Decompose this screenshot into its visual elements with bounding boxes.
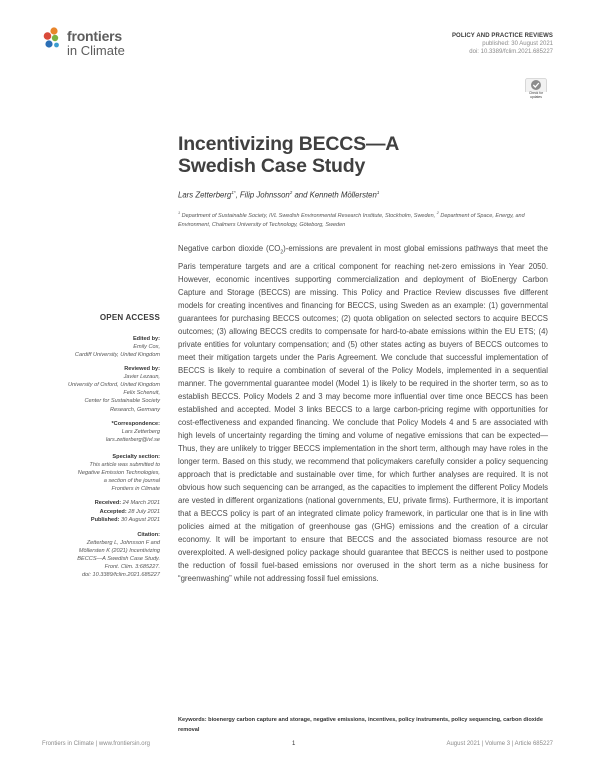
correspondence-email-link[interactable]: lars.zetterberg@ivl.se bbox=[105, 436, 160, 443]
author-name[interactable]: Filip Johnsson bbox=[239, 190, 290, 200]
citation-doi-link[interactable]: doi: 10.3389/fclim.2021.685227 bbox=[81, 572, 160, 579]
open-access-label: OPEN ACCESS bbox=[99, 313, 160, 322]
article-type: POLICY AND PRACTICE REVIEWS bbox=[451, 33, 553, 39]
journal-name-line2: in Climate bbox=[67, 43, 125, 58]
author-affiliations: $^1$ Department of Sustainable Society, IVL Swedish Environmental Research Institute, Stockholm, Sweden, $^2$ Department of Space, Energy, and Environment, Chalmers University of Technology, Göteborg, Sweden bbox=[178, 211, 525, 228]
citation-block: Citation: Zetterberg L, Johnsson F and Möllersten K (2021) Incentivizing BECCS—A Swedish Case Study. Front. Clim. 3:685227. doi: 10.3389/fclim.2021.685227 bbox=[40, 531, 160, 579]
editor-name[interactable]: Emily Cox, bbox=[133, 344, 160, 350]
reviewer-name[interactable]: Javier Lezaun, bbox=[123, 374, 160, 381]
keywords-label: Keywords: bbox=[178, 717, 207, 723]
abstract-text: Negative carbon dioxide $(CO_2)$-emissions are prevalent in most global emissions pathways that meet the Paris temperature targets and are a critical component for reaching net-zero emissions in Year 2050. However, economic incentives supporting commercialization and deployment of BioEnergy Carbon Capture and Storage (BECCS) are missing. This Policy and Practice Review discusses five different models for creating incentives and financing for BECCS, using Sweden as an example: (1) governmental guarantees for purchasing BECCS outcomes; (2) quota obligation on selected sectors to acquire BECCS outcomes; (3) allowing BECCS credits to compensate for hard-to-abate emissions within the EU ETS; (4) private entities for voluntary compensation; and (5) other states acting as buyers of BECCS outcomes to meet their mitigation targets under the Paris Agreement. We conclude that successful implementation of BECCS is likely to require a combination of several of the Policy Models, implemented in a sequential manner. The governmental guarantee model (Model 1) is likely to be required in the shorter term, so as to establish BECCS. Policy Models 2 and 3 may become more influential over time once BECCS has been established and accepted. Model 3 links BECCS to a large carbon-pricing regime with opportunities for cost-effectiveness and expanded financing. We conclude that Policy Models 4 and 5 are associated with high levels of uncertainty regarding the timing and volume of negative emissions that can be expected—Thus, they are unlikely to trigger BECCS implementation in the short term, although may have roles in the longer term. Based on this study, we recommend that policymakers carefully consider a policy sequencing approach that is predictable and sustainable over time, for which further analyses are required. It is not obvious how such sequencing can be arranged, as the capacities to implement the different Policy Models are vested in different organizations (national governments, EU, private firms). Furthermore, it is important that a BECCS policy is part of an integrated climate policy framework, in particular one that is in line with policies aimed at the mitigation of greenhouse gas (GHG) emissions and the creation of a circular economy. It will be important to ensure that BECCS and the associated biomass resource are not overexploited. A well-designed policy package should guarantee that BECCS is neither used to postpone the reduction of fossil fuel-based emissions nor overused in the short term as a niche business for “greenwashing” while not addressing fossil fuel emissions. bbox=[178, 244, 548, 583]
edited-by-block: Edited by: Emily Cox, Cardiff University, United Kingdom bbox=[40, 335, 160, 359]
frontiers-logo-icon bbox=[42, 27, 64, 51]
correspondence-block: *Correspondence: Lars Zetterberg lars.zetterberg@ivl.se bbox=[40, 420, 160, 444]
check-updates-label: Check for updates bbox=[528, 91, 544, 99]
footer-volume-info: August 2021 | Volume 3 | Article 685227 bbox=[446, 741, 553, 747]
dates-block bbox=[40, 499, 160, 525]
article-doi: doi: 10.3389/fclim.2021.685227 bbox=[469, 49, 553, 55]
reviewed-by-block: Reviewed by: Javier Lezaun, University of Oxford, United Kingdom Felix Schenuit, Center for Sustainable Society Research, Germany bbox=[40, 365, 160, 413]
page-number: 1 bbox=[292, 741, 296, 747]
article-title: Incentivizing BECCS—A Swedish Case Study bbox=[178, 133, 399, 177]
keywords bbox=[178, 716, 548, 735]
author-name[interactable]: Kenneth Möllersten bbox=[309, 190, 377, 200]
page-footer bbox=[42, 741, 553, 753]
journal-name-line1: frontiers bbox=[67, 28, 122, 44]
accepted-date: Accepted: 28 July 2021 bbox=[99, 508, 160, 515]
author-name[interactable]: Lars Zetterberg bbox=[178, 190, 232, 200]
author-list: Lars Zetterberg$^{1*}$, Filip Johnsson$^2$ and Kenneth Möllersten$^1$ bbox=[178, 190, 380, 200]
published-date-sidebar: Published: 30 August 2021 bbox=[90, 517, 160, 524]
reviewer-name[interactable]: Felix Schenuit, bbox=[123, 390, 160, 397]
check-updates-icon bbox=[525, 78, 547, 92]
article-info-sidebar bbox=[40, 313, 160, 585]
received-date: Received: 24 March 2021 bbox=[94, 500, 160, 507]
article-meta bbox=[452, 33, 553, 55]
keywords-list: bioenergy carbon capture and storage, negative emissions, incentives, policy instruments, policy sequencing, carbon dioxide removal bbox=[178, 717, 543, 733]
published-date: published: 30 August 2021 bbox=[482, 41, 553, 47]
footer-journal-link[interactable]: Frontiers in Climate | www.frontiersin.org bbox=[42, 741, 150, 747]
check-for-updates-badge[interactable] bbox=[525, 78, 547, 102]
specialty-section-block: Specialty section: This article was submitted to Negative Emission Technologies, a section of the journal Frontiers in Climate bbox=[77, 453, 160, 493]
journal-logo bbox=[42, 27, 162, 57]
